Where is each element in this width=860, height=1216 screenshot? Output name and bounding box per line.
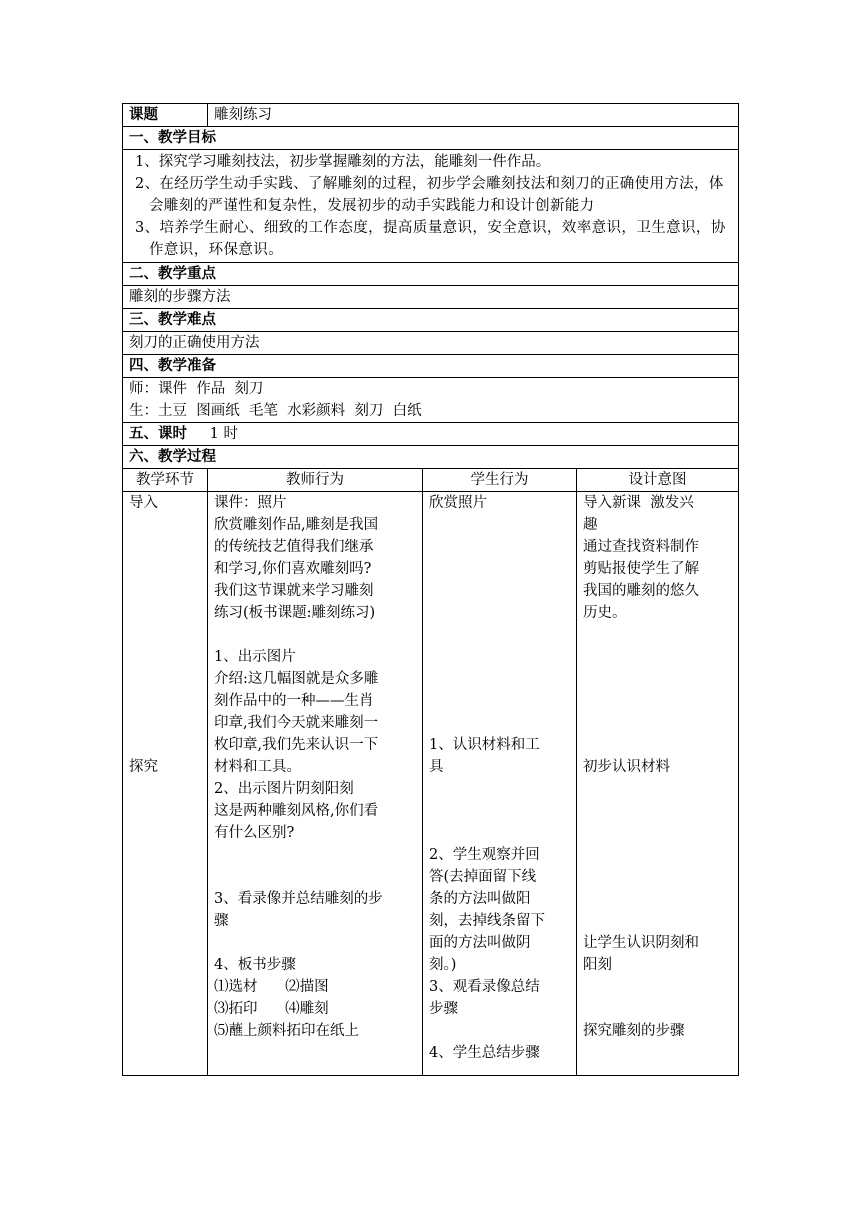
class-hours-cell [123, 423, 739, 446]
teacher-action-line: ⑸蘸上颜料拓印在纸上 [214, 1023, 359, 1039]
difficulties-row [123, 332, 739, 355]
teacher-action-line [214, 932, 416, 954]
stage-intro: 导入 [129, 495, 158, 511]
design-intent-line: 探究雕刻的步骤 [583, 1023, 685, 1039]
student-action-line [429, 558, 570, 580]
student-action-line: 条的方法叫做阳 [429, 891, 531, 907]
design-intent-line [583, 690, 732, 712]
student-action-line [429, 602, 570, 624]
teacher-action-line: 练习(板书课题:雕刻练习) [214, 605, 376, 621]
key-points-heading: 二、教学重点 [123, 263, 739, 286]
class-hours-heading: 五、课时 [129, 426, 187, 442]
student-action-line [429, 778, 570, 800]
preparation-list [123, 378, 739, 423]
design-intent-line [583, 624, 732, 646]
student-action-line: 1、认识材料和工 [429, 737, 540, 753]
objectives-heading: 一、教学目标 [123, 127, 739, 150]
teacher-action-line: 印章,我们今天就来雕刻一 [214, 715, 379, 731]
difficulties-text: 刻刀的正确使用方法 [123, 332, 739, 355]
design-intent-line: 导入新课 激发兴 [583, 495, 694, 511]
objectives-heading-row [123, 127, 739, 150]
topic-label: 课题 [123, 104, 208, 127]
student-action-line: 2、学生观察并回 [429, 847, 540, 863]
difficulties-heading-row [123, 309, 739, 332]
student-column [423, 492, 577, 1076]
teacher-action-line: 的传统技艺值得我们继承 [214, 539, 374, 555]
objective-item-1: 1、探究学习雕刻技法，初步掌握雕刻的方法，能雕刻一件作品。 [135, 154, 551, 170]
objective-item-3: 3、培养学生耐心、细致的工作态度，提高质量意识，安全意识，效率意识，卫生意识，协作意识，环保意识。 [135, 220, 726, 258]
preparation-row [123, 378, 739, 423]
teacher-action-line: 2、出示图片阴刻阳刻 [214, 781, 354, 797]
teacher-action-line: 1、出示图片 [214, 649, 296, 665]
teacher-action-line: 欣赏雕刻作品,雕刻是我国 [214, 517, 379, 533]
student-action-line [429, 1020, 570, 1042]
design-intent-line [583, 866, 732, 888]
teacher-action-line: 我们这节课就来学习雕刻 [214, 583, 374, 599]
preparation-heading-row [123, 355, 739, 378]
student-action-line [429, 514, 570, 536]
column-header-intent: 设计意图 [577, 469, 739, 492]
teacher-action-line: 3、看录像并总结雕刻的步 [214, 891, 383, 907]
lesson-plan-table [122, 103, 739, 1076]
process-body-row [123, 492, 739, 1076]
lesson-plan-sheet [122, 103, 738, 1076]
student-action-line [429, 822, 570, 844]
teacher-action-line: 材料和工具。 [214, 759, 301, 775]
student-action-line [429, 668, 570, 690]
column-header-student: 学生行为 [423, 469, 577, 492]
teacher-action-line: 介绍:这几幅图就是众多雕 [214, 671, 379, 687]
design-intent-line [583, 910, 732, 932]
teacher-action-line: 这是两种雕刻风格,你们看 [214, 803, 379, 819]
teacher-action-line [214, 844, 416, 866]
teacher-action-line: ⑴选材 ⑵描图 [214, 979, 329, 995]
student-action-line: 4、学生总结步骤 [429, 1045, 540, 1061]
design-intent-line: 趣 [583, 517, 598, 533]
teacher-action-line: 刻作品中的一种——生肖 [214, 693, 374, 709]
design-intent-line [583, 800, 732, 822]
column-header-teacher: 教师行为 [208, 469, 423, 492]
student-action-line [429, 536, 570, 558]
objectives-row [123, 150, 739, 263]
design-intent-line [583, 888, 732, 910]
student-action-line: 刻。) [429, 957, 457, 973]
design-intent-line: 让学生认识阴刻和 [583, 935, 699, 951]
design-intent-line: 通过查找资料制作 [583, 539, 699, 555]
student-action-line: 3、观看录像总结 [429, 979, 540, 995]
teacher-action-line: 和学习,你们喜欢雕刻吗? [214, 561, 372, 577]
design-intent-line [583, 646, 732, 668]
process-heading: 六、教学过程 [123, 446, 739, 469]
class-hours-row [123, 423, 739, 446]
stage-column [123, 492, 208, 1076]
design-intent-line [583, 976, 732, 998]
design-intent-line: 历史。 [583, 605, 627, 621]
student-action-line: 欣赏照片 [429, 495, 487, 511]
teacher-action-line: 骤 [214, 913, 229, 929]
design-intent-line [583, 668, 732, 690]
preparation-teacher: 师：课件 作品 刻刀 [129, 381, 264, 397]
design-intent-line [583, 734, 732, 756]
design-intent-line [583, 844, 732, 866]
teacher-action-line: 有什么区别? [214, 825, 295, 841]
student-action-line [429, 800, 570, 822]
student-action-line: 答(去掉面留下线 [429, 869, 537, 885]
student-action-line: 步骤 [429, 1001, 458, 1017]
teacher-column [208, 492, 423, 1076]
student-action-line: 面的方法叫做阴 [429, 935, 531, 951]
teacher-action-line: 4、板书步骤 [214, 957, 296, 973]
key-points-text: 雕刻的步骤方法 [123, 286, 739, 309]
key-points-heading-row [123, 263, 739, 286]
student-action-line [429, 646, 570, 668]
topic-value: 雕刻练习 [208, 104, 739, 127]
preparation-student: 生：土豆 图画纸 毛笔 水彩颜料 刻刀 白纸 [129, 403, 422, 419]
student-action-line: 具 [429, 759, 444, 775]
stage-explore: 探究 [129, 759, 158, 775]
design-intent-line: 剪贴报使学生了解 [583, 561, 699, 577]
student-action-line [429, 690, 570, 712]
class-hours-value: 1 时 [209, 426, 238, 442]
teacher-action-line: 课件：照片 [214, 495, 287, 511]
column-header-stage: 教学环节 [123, 469, 208, 492]
objectives-list [123, 150, 739, 263]
design-intent-line [583, 998, 732, 1020]
design-intent-line: 我国的雕刻的悠久 [583, 583, 699, 599]
design-intent-line [583, 712, 732, 734]
student-action-line: 刻，去掉线条留下 [429, 913, 545, 929]
design-intent-line [583, 778, 732, 800]
intent-column [577, 492, 739, 1076]
key-points-row [123, 286, 739, 309]
objective-item-2: 2、在经历学生动手实践、了解雕刻的过程，初步学会雕刻技法和刻刀的正确使用方法，体会雕刻的严谨性和复杂性，发展初步的动手实践能力和设计创新能力 [135, 176, 724, 214]
teacher-action-line: 枚印章,我们先来认识一下 [214, 737, 379, 753]
student-action-line [429, 712, 570, 734]
process-heading-row [123, 446, 739, 469]
student-action-line [429, 580, 570, 602]
preparation-heading: 四、教学准备 [123, 355, 739, 378]
teacher-action-line [214, 624, 416, 646]
teacher-action-line [214, 866, 416, 888]
design-intent-line: 阳刻 [583, 957, 612, 973]
process-columns-row [123, 469, 739, 492]
design-intent-line: 初步认识材料 [583, 759, 670, 775]
teacher-action-line: ⑶拓印 ⑷雕刻 [214, 1001, 329, 1017]
design-intent-line [583, 822, 732, 844]
difficulties-heading: 三、教学难点 [123, 309, 739, 332]
topic-row [123, 104, 739, 127]
student-action-line [429, 624, 570, 646]
